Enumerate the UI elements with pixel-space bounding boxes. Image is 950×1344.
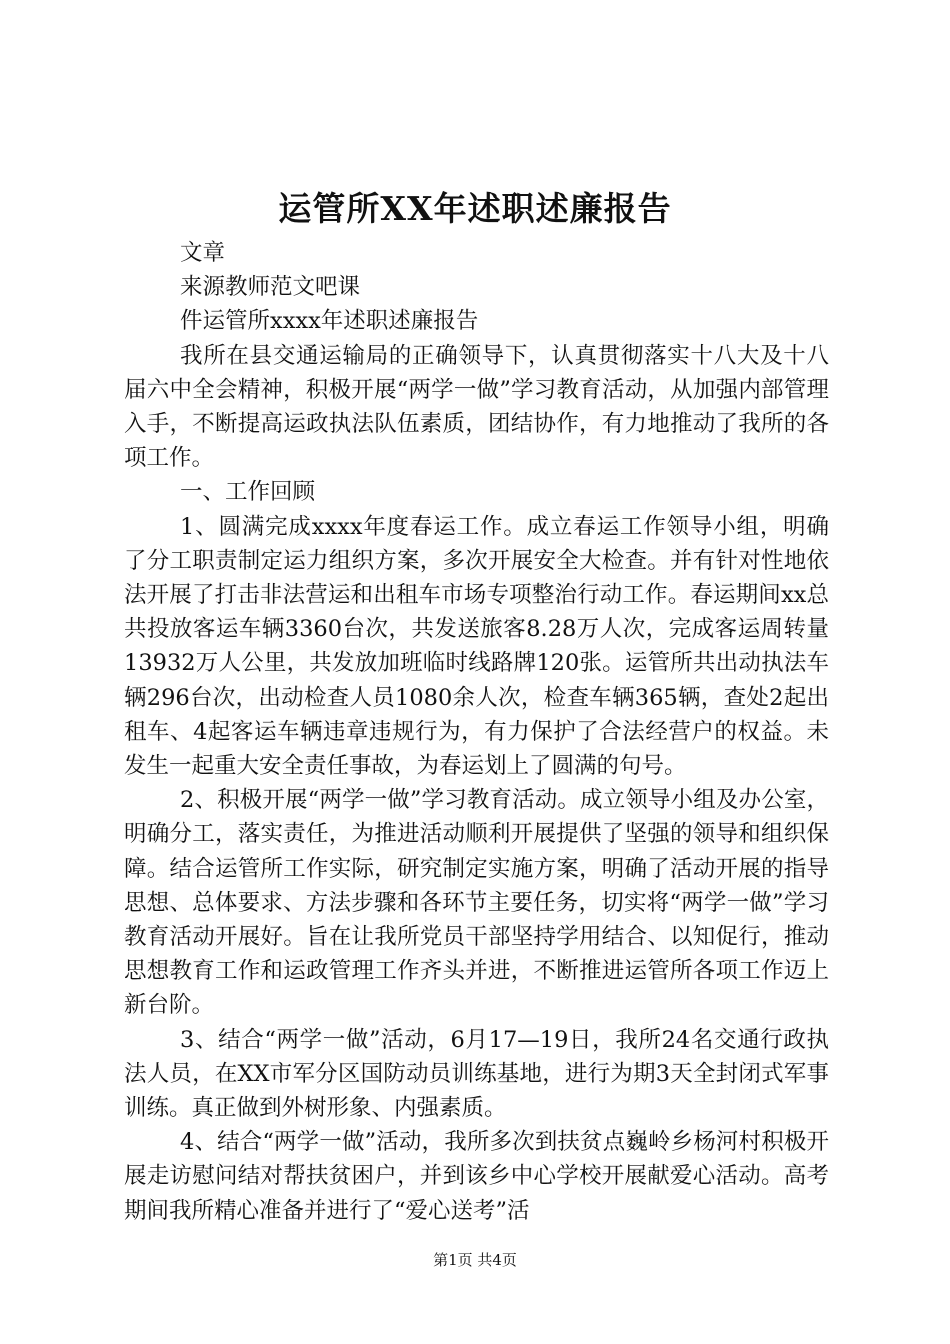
- intro-paragraph: 我所在县交通运输局的正确领导下，认真贯彻落实十八大及十八届六中全会精神，积极开展“两学一做”学习教育活动，从加强内部管理入手，不断提高运政执法队伍素质，团结协作，有力地推动了我所的各项工作。: [124, 342, 829, 472]
- paragraph-2: 2、积极开展“两学一做”学习教育活动。成立领导小组及办公室，明确分工，落实责任，为推进活动顺利开展提供了坚强的领导和组织保障。结合运管所工作实际，研究制定实施方案，明确了活动开展的指导思想、总体要求、方法步骤和各环节主要任务，切实将“两学一做”学习教育活动开展好。旨在让我所党员干部坚持学用结合、以知促行，推动思想教育工作和运政管理工作齐头并进，不断推进运管所各项工作迈上新台阶。: [124, 787, 829, 1019]
- document-title: 运管所XX年述职述廉报告: [278, 189, 672, 228]
- source-line-1: 文章: [180, 240, 226, 266]
- source-line-3: 件运管所xxxx年述职述廉报告: [180, 308, 479, 335]
- document-body: [124, 236, 829, 1228]
- page-footer: 第1页 共4页: [433, 1251, 517, 1269]
- paragraph-3: 3、结合“两学一做”活动，6月17—19日，我所24名交通行政执法人员，在XX市军分区国防动员训练基地，进行为期3天全封闭式军事训练。真正做到外树形象、内强素质。: [124, 1026, 829, 1122]
- paragraph-4: 4、结合“两学一做”活动，我所多次到扶贫点巍岭乡杨河村积极开展走访慰问结对帮扶贫困户，并到该乡中心学校开展献爱心活动。高考期间我所精心准备并进行了“爱心送考”活: [124, 1129, 829, 1224]
- source-line-2: 来源教师范文吧课: [180, 274, 361, 301]
- paragraph-1: 1、圆满完成xxxx年度春运工作。成立春运工作领导小组，明确了分工职责制定运力组织方案，多次开展安全大检查。并有针对性地依法开展了打击非法营运和出租车市场专项整治行动工作。春运期间xx总共投放客运车辆3360台次，共发送旅客8.28万人次，完成客运周转量13932万人公里，共发放加班临时线路牌120张。运管所共出动执法车辆296台次，出动检查人员1080余人次，检查车辆365辆，查处2起出租车、4起客运车辆违章违规行为，有力保护了合法经营户的权益。未发生一起重大安全责任事故，为春运划上了圆满的句号。: [124, 513, 829, 780]
- section-heading: 一、工作回顾: [180, 479, 316, 506]
